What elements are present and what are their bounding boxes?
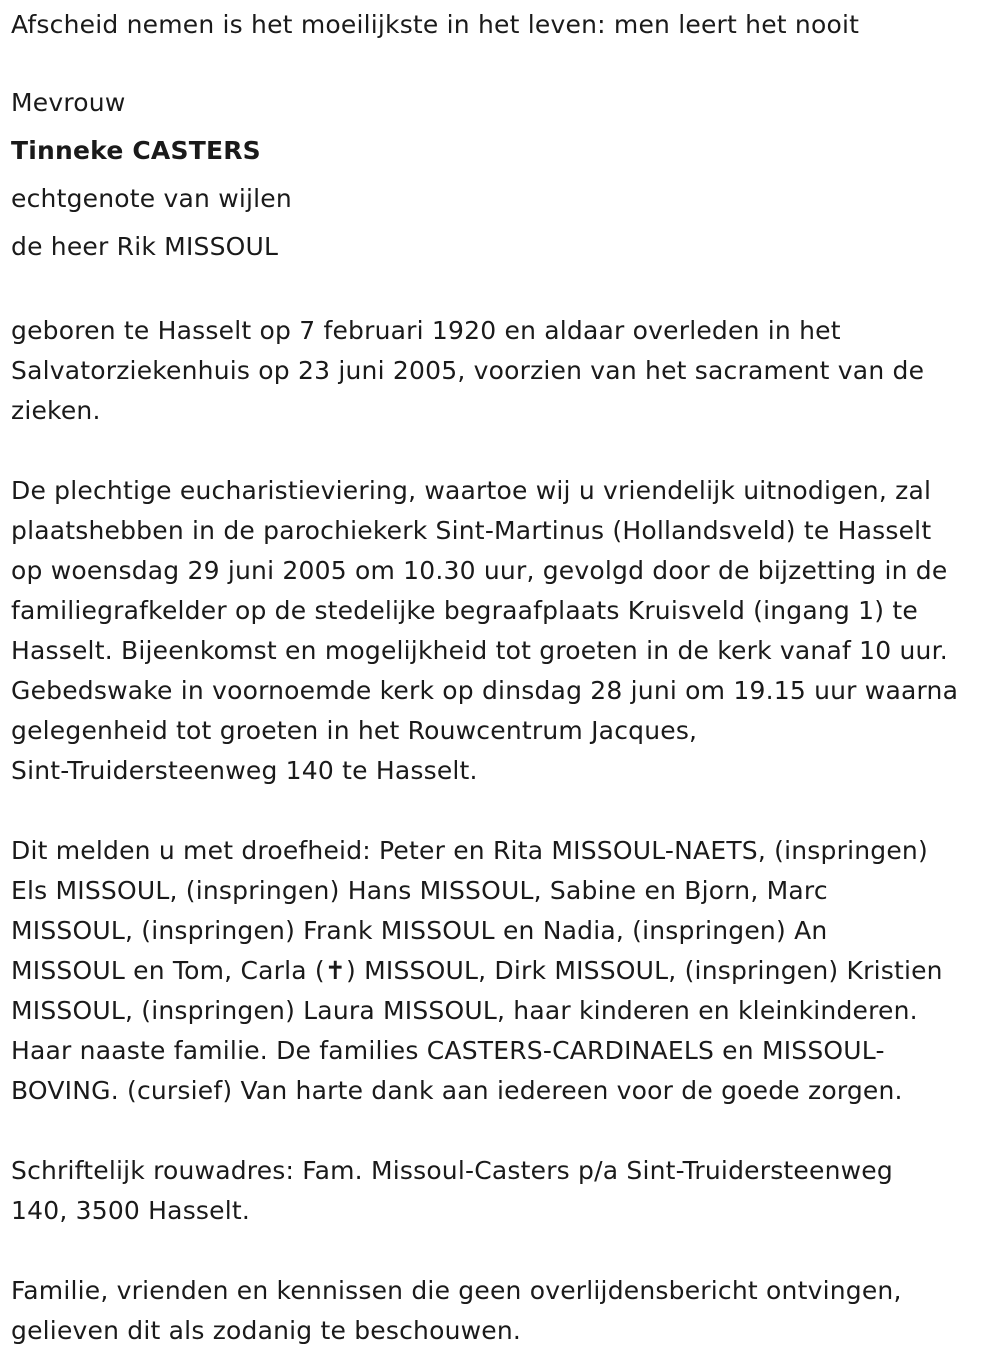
- honorific: Mevrouw: [11, 88, 126, 117]
- paragraph-line: op woensdag 29 juni 2005 om 10.30 uur, gevolgd door de bijzetting in de: [11, 556, 948, 585]
- ceremony-paragraph: [11, 471, 991, 791]
- closing-paragraph: [11, 1271, 991, 1351]
- paragraph-line: MISSOUL en Tom, Carla (✝) MISSOUL, Dirk MISSOUL, (inspringen) Kristien: [11, 956, 943, 985]
- paragraph-line: geboren te Hasselt op 7 februari 1920 en aldaar overleden in het: [11, 316, 841, 345]
- paragraph-line: Gebedswake in voornoemde kerk op dinsdag 28 juni om 19.15 uur waarna: [11, 676, 959, 705]
- paragraph-line: gelieven dit als zodanig te beschouwen.: [11, 1316, 522, 1345]
- paragraph-line: Schriftelijk rouwadres: Fam. Missoul-Casters p/a Sint-Truidersteenweg: [11, 1156, 893, 1185]
- paragraph-line: 140, 3500 Hasselt.: [11, 1196, 251, 1225]
- spacer: [11, 271, 991, 311]
- paragraph-line: Salvatorziekenhuis op 23 juni 2005, voorzien van het sacrament van de: [11, 356, 925, 385]
- paragraph-line: gelegenheid tot groeten in het Rouwcentrum Jacques,: [11, 716, 698, 745]
- paragraph-line: Els MISSOUL, (inspringen) Hans MISSOUL, Sabine en Bjorn, Marc: [11, 876, 828, 905]
- paragraph-line: MISSOUL, (inspringen) Frank MISSOUL en Nadia, (inspringen) An: [11, 916, 828, 945]
- paragraph-line: Haar naaste familie. De families CASTERS-CARDINAELS en MISSOUL-: [11, 1036, 885, 1065]
- obituary-document: [11, 0, 991, 1351]
- spacer: [11, 45, 991, 79]
- spacer: [11, 1231, 991, 1271]
- paragraph-line: plaatshebben in de parochiekerk Sint-Martinus (Hollandsveld) te Hasselt: [11, 516, 932, 545]
- paragraph-line: MISSOUL, (inspringen) Laura MISSOUL, haar kinderen en kleinkinderen.: [11, 996, 918, 1025]
- spacer: [11, 1111, 991, 1151]
- paragraph-line: De plechtige eucharistieviering, waartoe wij u vriendelijk uitnodigen, zal: [11, 476, 932, 505]
- birth-death-paragraph: [11, 311, 991, 431]
- spacer: [11, 791, 991, 831]
- paragraph-line: Familie, vrienden en kennissen die geen overlijdensbericht ontvingen,: [11, 1276, 902, 1305]
- motto: Afscheid nemen is het moeilijkste in het leven: men leert het nooit: [11, 10, 860, 39]
- paragraph-line: BOVING. (cursief) Van harte dank aan iedereen voor de goede zorgen.: [11, 1076, 903, 1105]
- paragraph-line: Hasselt. Bijeenkomst en mogelijkheid tot groeten in de kerk vanaf 10 uur.: [11, 636, 948, 665]
- spacer: [11, 431, 991, 471]
- family-paragraph: [11, 831, 991, 1111]
- relation: echtgenote van wijlen: [11, 184, 292, 213]
- address-paragraph: [11, 1151, 991, 1231]
- paragraph-line: zieken.: [11, 396, 101, 425]
- deceased-name: Tinneke CASTERS: [11, 136, 261, 165]
- paragraph-line: Sint-Truidersteenweg 140 te Hasselt.: [11, 756, 478, 785]
- paragraph-line: Dit melden u met droefheid: Peter en Rita MISSOUL-NAETS, (inspringen): [11, 836, 928, 865]
- paragraph-line: familiegrafkelder op de stedelijke begraafplaats Kruisveld (ingang 1) te: [11, 596, 918, 625]
- spouse-name: de heer Rik MISSOUL: [11, 232, 279, 261]
